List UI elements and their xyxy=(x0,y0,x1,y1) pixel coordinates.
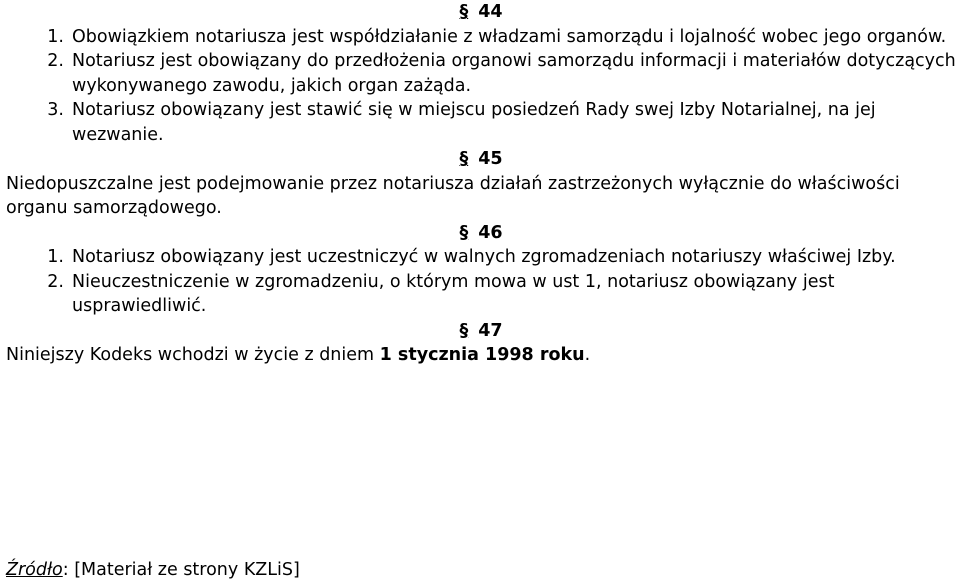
effective-date: 1 stycznia 1998 roku xyxy=(379,345,585,365)
section-number: 46 xyxy=(478,222,503,243)
section-number: 47 xyxy=(478,320,503,341)
section-number: 45 xyxy=(478,149,503,169)
source-label: Źródło xyxy=(6,560,63,580)
section-heading-44 xyxy=(6,0,956,25)
list-item-number: 1. xyxy=(47,26,64,47)
section-heading-45 xyxy=(6,147,956,172)
section-symbol: § xyxy=(459,320,469,341)
source-separator: : xyxy=(62,560,75,580)
paragraph-text: Niniejszy Kodeks wchodzi w życie z dniem xyxy=(6,345,380,365)
section-paragraph: Niedopuszczalne jest podejmowanie przez notariusza działań zastrzeżonych wyłącznie do właściwości organu samorządowego. xyxy=(6,173,900,218)
list-item-number: 3. xyxy=(47,100,64,120)
list-item-number: 2. xyxy=(47,51,64,71)
section-symbol: § xyxy=(459,149,469,169)
list-item xyxy=(6,49,956,98)
list-item-text: Nieuczestniczenie w zgromadzeniu, o którym mowa w ust 1, notariusz obowiązany jest usprawiedliwić. xyxy=(72,271,835,316)
document-page xyxy=(6,0,956,368)
list-item-number: 1. xyxy=(47,247,64,267)
section-heading-46 xyxy=(6,221,956,246)
list-item xyxy=(6,25,956,50)
paragraph-end: . xyxy=(584,345,591,365)
source-footer xyxy=(6,558,300,583)
section-symbol: § xyxy=(459,2,469,22)
section-heading-47 xyxy=(6,319,956,344)
section-paragraph xyxy=(6,343,956,368)
list-item-text: Notariusz obowiązany jest stawić się w miejscu posiedzeń Rady swej Izby Notarialnej, na jej wezwanie. xyxy=(72,100,876,145)
list-item-text: Notariusz obowiązany jest uczestniczyć w walnych zgromadzeniach notariuszy właściwej Izby. xyxy=(72,247,896,267)
list-item-text: Obowiązkiem notariusza jest współdziałanie z władzami samorządu i lojalność wobec jego organów. xyxy=(72,26,947,47)
list-item-text: Notariusz jest obowiązany do przedłożenia organowi samorządu informacji i materiałów dotyczących wykonywanego zawodu, jakich organ zażąda. xyxy=(72,51,956,96)
section-number: 44 xyxy=(478,2,503,22)
list-item xyxy=(6,270,956,319)
list-item xyxy=(6,245,956,270)
source-text: [Materiał ze strony KZLiS] xyxy=(74,560,300,580)
list-item-number: 2. xyxy=(47,271,64,292)
section-symbol: § xyxy=(459,222,469,243)
list-item xyxy=(6,98,956,147)
